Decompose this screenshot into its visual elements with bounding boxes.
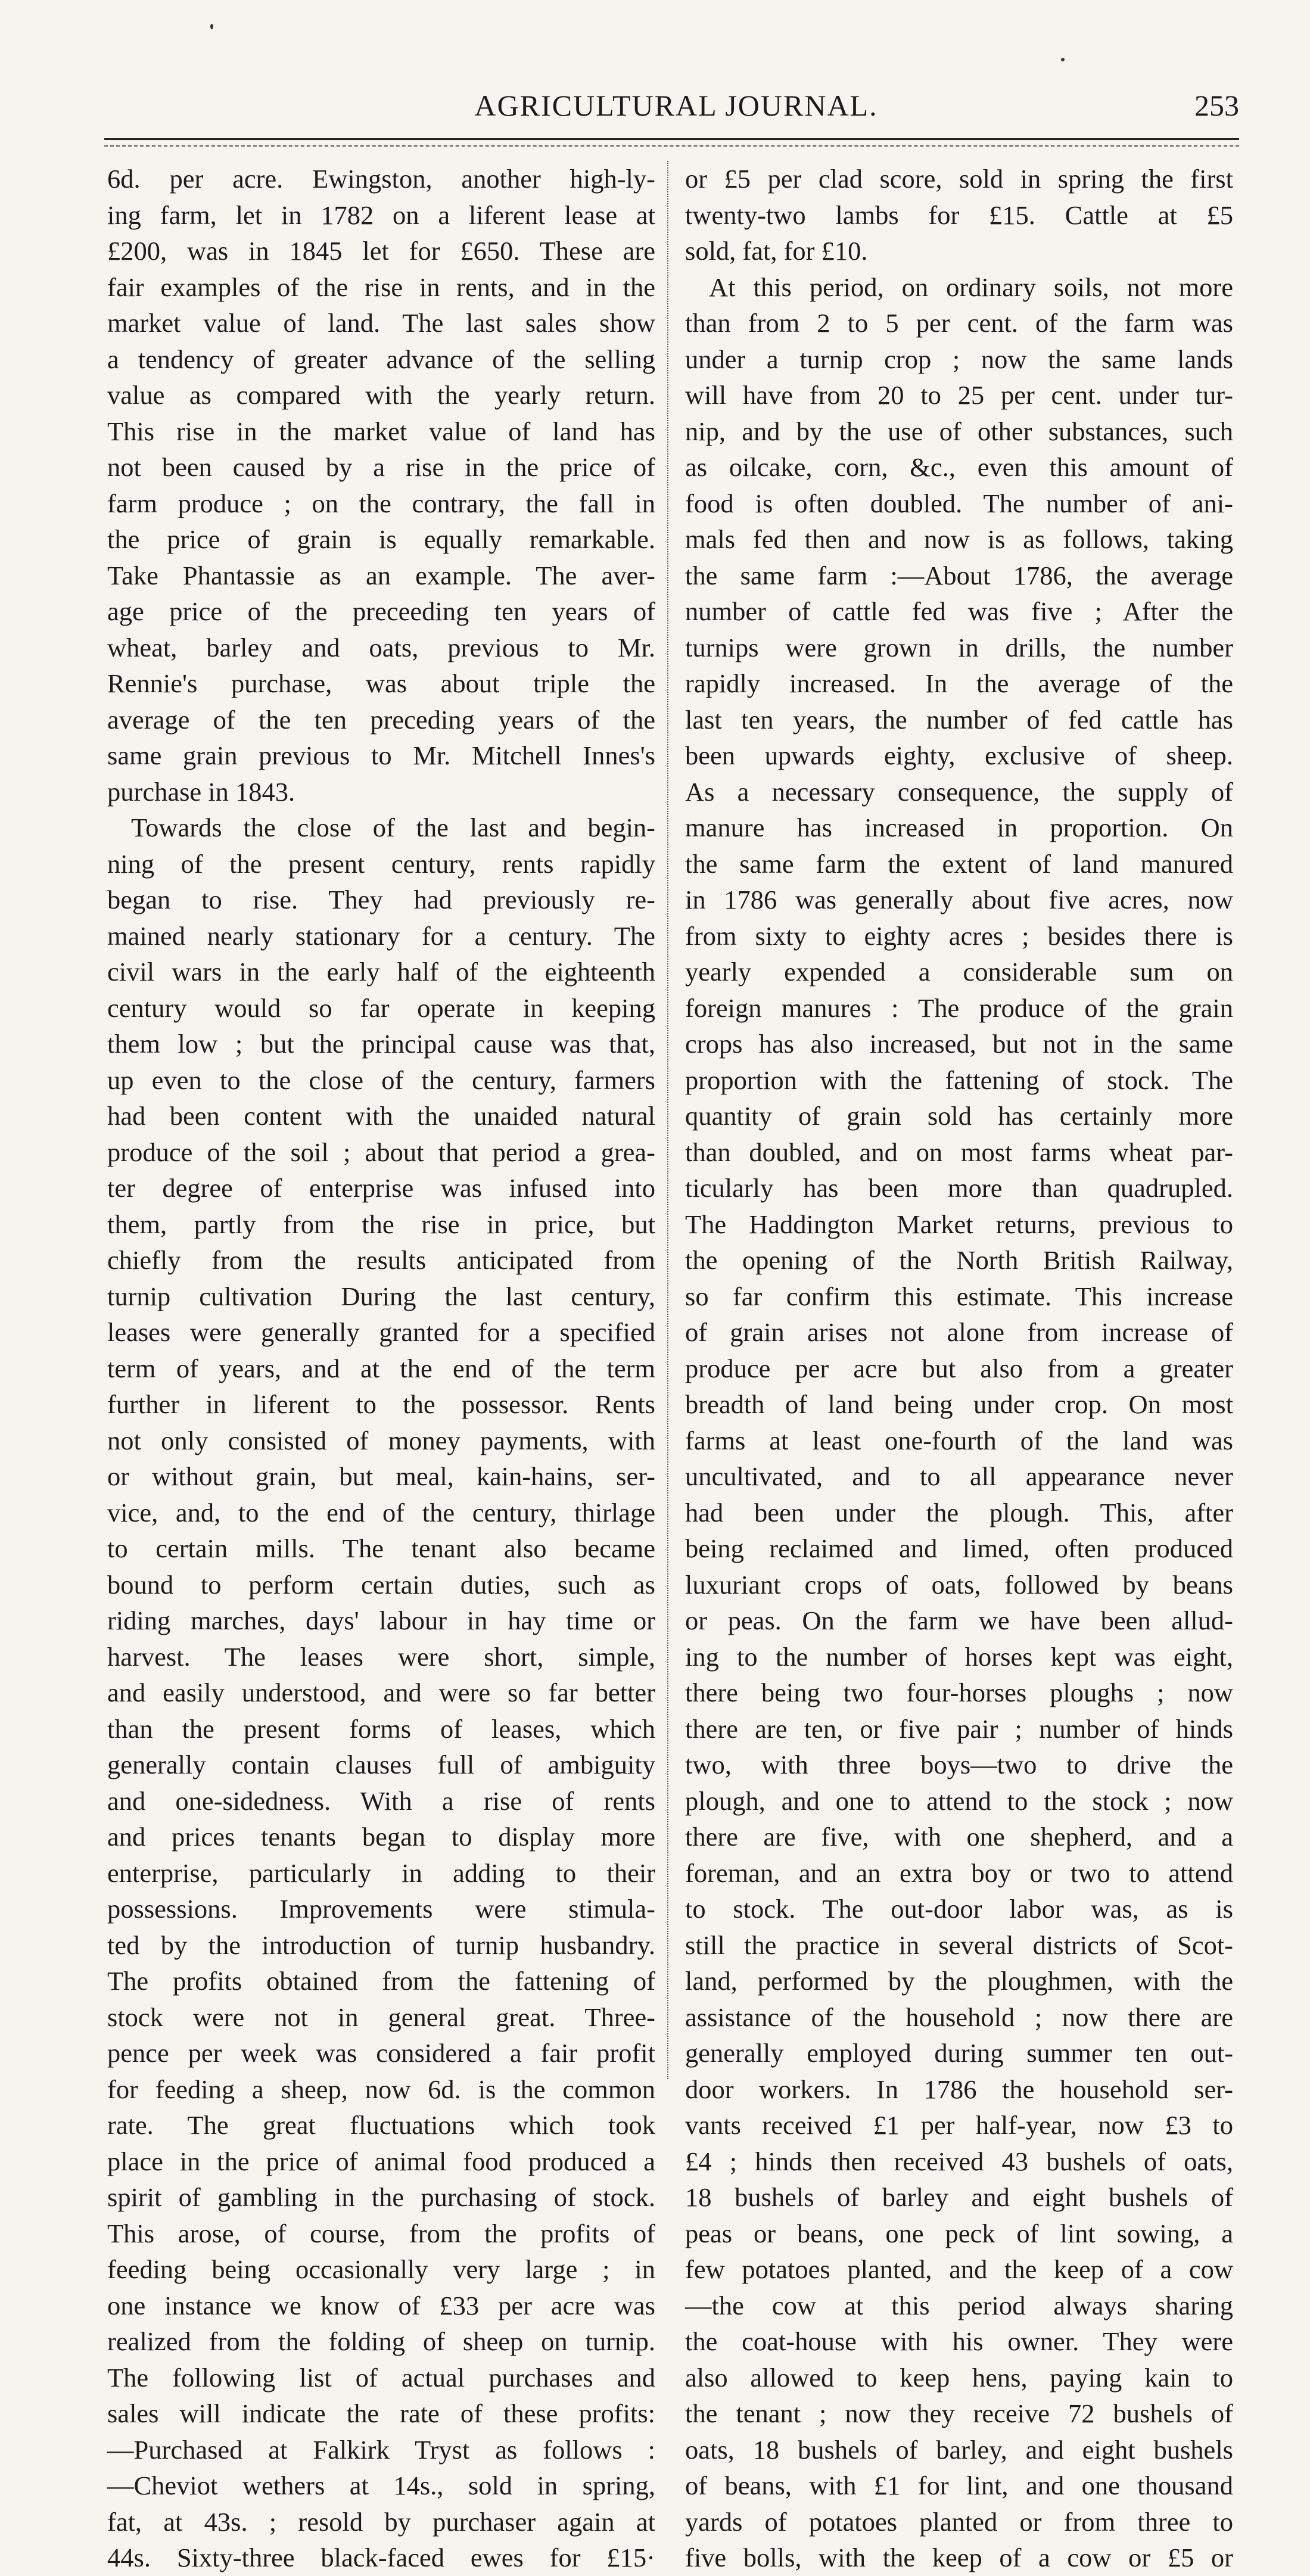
text-line: pence per week was considered a fair profit bbox=[107, 2038, 655, 2068]
page-header bbox=[95, 83, 1257, 131]
header-rule bbox=[104, 138, 1239, 140]
text-line: so far confirm this estimate. This increase bbox=[685, 1281, 1233, 1311]
text-line: or peas. On the farm we have been allud- bbox=[685, 1606, 1233, 1635]
text-line: —the cow at this period always sharing bbox=[685, 2290, 1233, 2320]
text-line: ning of the present century, rents rapidly bbox=[107, 848, 655, 879]
text-line: will have from 20 to 25 per cent. under tur- bbox=[685, 380, 1233, 410]
text-line: term of years, and at the end of the term bbox=[107, 1353, 655, 1383]
text-line: purchase in 1843. bbox=[107, 776, 295, 807]
text-line: market value of land. The last sales show bbox=[107, 308, 655, 338]
text-line: two, with three boys—two to drive the bbox=[685, 1750, 1233, 1779]
column-divider bbox=[667, 161, 668, 2079]
text-line: five bolls, with the keep of a cow or £5 or bbox=[685, 2543, 1233, 2572]
text-line: land, performed by the ploughmen, with the bbox=[685, 1966, 1233, 1996]
text-line: vants received £1 per half-year, now £3 to bbox=[685, 2110, 1233, 2140]
text-line: the same farm the extent of land manured bbox=[685, 848, 1233, 879]
text-line: the opening of the North British Railway, bbox=[685, 1245, 1233, 1275]
text-line: leases were generally granted for a specified bbox=[107, 1317, 655, 1347]
text-line: or without grain, but meal, kain-hains, ser- bbox=[107, 1461, 655, 1491]
text-line: produce of the soil ; about that period a grea- bbox=[107, 1137, 655, 1167]
text-line: £200, was in 1845 let for £650. These are bbox=[107, 236, 655, 266]
text-line: 44s. Sixty-three black-faced ewes for £15· bbox=[107, 2543, 655, 2572]
text-line: This arose, of course, from the profits of bbox=[107, 2218, 655, 2248]
text-line: up even to the close of the century, farmers bbox=[107, 1065, 655, 1095]
text-line: same grain previous to Mr. Mitchell Innes's bbox=[107, 741, 655, 770]
text-line: as oilcake, corn, &c., even this amount of bbox=[685, 452, 1233, 482]
text-line: value as compared with the yearly return. bbox=[107, 380, 655, 410]
text-line: The profits obtained from the fattening of bbox=[107, 1966, 655, 1996]
text-line: number of cattle fed was five ; After the bbox=[685, 596, 1233, 626]
text-line: mals fed then and now is as follows, taking bbox=[685, 524, 1233, 554]
text-line: than the present forms of leases, which bbox=[107, 1713, 655, 1744]
ink-speck bbox=[210, 24, 213, 29]
text-line: there being two four-horses ploughs ; now bbox=[685, 1678, 1233, 1707]
text-line: mained nearly stationary for a century. The bbox=[107, 920, 655, 951]
text-line: ing to the number of horses kept was eight, bbox=[685, 1641, 1233, 1672]
text-line: manure has increased in proportion. On bbox=[685, 813, 1233, 842]
text-line: At this period, on ordinary soils, not more bbox=[709, 272, 1233, 302]
text-line: there are five, with one shepherd, and a bbox=[685, 1822, 1233, 1852]
text-line: than doubled, and on most farms wheat par- bbox=[685, 1137, 1233, 1167]
text-line: them low ; but the principal cause was that, bbox=[107, 1029, 655, 1059]
text-line: produce per acre but also from a greater bbox=[685, 1353, 1233, 1383]
text-line: harvest. The leases were short, simple, bbox=[107, 1641, 655, 1672]
text-line: than from 2 to 5 per cent. of the farm was bbox=[685, 308, 1233, 338]
text-line: generally contain clauses full of ambiguity bbox=[107, 1750, 655, 1779]
text-line: the tenant ; now they receive 72 bushels of bbox=[685, 2398, 1233, 2428]
text-line: there are ten, or five pair ; number of hinds bbox=[685, 1713, 1233, 1744]
text-line: assistance of the household ; now there are bbox=[685, 2002, 1233, 2032]
text-line: Take Phantassie as an example. The aver- bbox=[107, 560, 655, 590]
text-line: also allowed to keep hens, paying kain to bbox=[685, 2362, 1233, 2393]
text-line: foreman, and an extra boy or two to attend bbox=[685, 1858, 1233, 1888]
text-line: had been content with the unaided natural bbox=[107, 1101, 655, 1131]
text-line: —Cheviot wethers at 14s., sold in spring, bbox=[107, 2471, 655, 2500]
text-line: still the practice in several districts of Scot- bbox=[685, 1930, 1233, 1960]
text-line: been upwards eighty, exclusive of sheep. bbox=[685, 741, 1233, 770]
text-line: or £5 per clad score, sold in spring the first bbox=[685, 164, 1233, 194]
text-line: had been under the plough. This, after bbox=[685, 1497, 1233, 1527]
text-line: them, partly from the rise in price, but bbox=[107, 1209, 655, 1239]
text-line: not been caused by a rise in the price of bbox=[107, 452, 655, 482]
text-line: rate. The great fluctuations which took bbox=[107, 2110, 655, 2140]
text-line: ing farm, let in 1782 on a liferent lease at bbox=[107, 200, 655, 230]
text-line: —Purchased at Falkirk Tryst as follows : bbox=[107, 2434, 655, 2465]
text-line: and one-sidedness. With a rise of rents bbox=[107, 1785, 655, 1816]
text-line: This rise in the market value of land has bbox=[107, 416, 655, 446]
text-line: generally employed during summer ten out- bbox=[685, 2038, 1233, 2068]
text-line: yards of potatoes planted or from three to bbox=[685, 2506, 1233, 2537]
text-line: farms at least one-fourth of the land was bbox=[685, 1425, 1233, 1455]
text-line: proportion with the fattening of stock. The bbox=[685, 1065, 1233, 1095]
text-line: The following list of actual purchases and bbox=[107, 2362, 655, 2393]
text-line: in 1786 was generally about five acres, now bbox=[685, 885, 1233, 914]
text-line: plough, and one to attend to the stock ; now bbox=[685, 1785, 1233, 1816]
text-line: 18 bushels of barley and eight bushels of bbox=[685, 2182, 1233, 2212]
text-line: 6d. per acre. Ewingston, another high-ly- bbox=[107, 164, 655, 194]
text-line: to certain mills. The tenant also became bbox=[107, 1533, 655, 1563]
text-line: few potatoes planted, and the keep of a cow bbox=[685, 2254, 1233, 2284]
text-line: stock were not in general great. Three- bbox=[107, 2002, 655, 2032]
text-line: one instance we know of £33 per acre was bbox=[107, 2290, 655, 2320]
text-line: feeding being occasionally very large ; in bbox=[107, 2254, 655, 2284]
running-title: AGRICULTURAL JOURNAL. bbox=[474, 89, 878, 122]
right-column bbox=[685, 161, 1233, 2572]
text-line: foreign manures : The produce of the grain bbox=[685, 993, 1233, 1023]
text-line: ted by the introduction of turnip husbandry. bbox=[107, 1930, 655, 1960]
text-line: average of the ten preceding years of the bbox=[107, 704, 655, 735]
text-line: bound to perform certain duties, such as bbox=[107, 1569, 655, 1600]
text-line: enterprise, particularly in adding to their bbox=[107, 1858, 655, 1888]
text-line: quantity of grain sold has certainly more bbox=[685, 1101, 1233, 1131]
text-line: crops has also increased, but not in the same bbox=[685, 1029, 1233, 1059]
text-line: the price of grain is equally remarkable. bbox=[107, 524, 655, 554]
text-line: nip, and by the use of other substances, such bbox=[685, 416, 1233, 446]
text-line: luxuriant crops of oats, followed by beans bbox=[685, 1569, 1233, 1600]
text-line: civil wars in the early half of the eighteenth bbox=[107, 957, 655, 987]
text-line: fair examples of the rise in rents, and in the bbox=[107, 272, 655, 302]
text-line: peas or beans, one peck of lint sowing, a bbox=[685, 2218, 1233, 2248]
page-number: 253 bbox=[1194, 89, 1239, 122]
text-line: wheat, barley and oats, previous to Mr. bbox=[107, 632, 655, 662]
text-line: sold, fat, for £10. bbox=[685, 236, 868, 266]
text-line: further in liferent to the possessor. Rents bbox=[107, 1389, 655, 1419]
text-line: uncultivated, and to all appearance never bbox=[685, 1461, 1233, 1491]
text-line: century would so far operate in keeping bbox=[107, 993, 655, 1023]
text-line: fat, at 43s. ; resold by purchaser again at bbox=[107, 2506, 655, 2537]
text-line: rapidly increased. In the average of the bbox=[685, 668, 1233, 698]
text-line: yearly expended a considerable sum on bbox=[685, 957, 1233, 987]
text-line: turnip cultivation During the last century, bbox=[107, 1281, 655, 1311]
text-line: Rennie's purchase, was about triple the bbox=[107, 668, 655, 698]
text-line: a tendency of greater advance of the selling bbox=[107, 344, 655, 374]
text-line: breadth of land being under crop. On most bbox=[685, 1389, 1233, 1419]
text-line: The Haddington Market returns, previous to bbox=[685, 1209, 1233, 1239]
text-line: of grain arises not alone from increase of bbox=[685, 1317, 1233, 1347]
left-column bbox=[107, 161, 655, 2572]
text-line: and easily understood, and were so far better bbox=[107, 1678, 655, 1707]
text-line: Towards the close of the last and begin- bbox=[131, 813, 655, 842]
text-line: of beans, with £1 for lint, and one thousand bbox=[685, 2471, 1233, 2500]
text-line: age price of the preceeding ten years of bbox=[107, 596, 655, 626]
text-line: the same farm :—About 1786, the average bbox=[685, 560, 1233, 590]
text-line: and prices tenants began to display more bbox=[107, 1822, 655, 1852]
text-line: oats, 18 bushels of barley, and eight bushels bbox=[685, 2434, 1233, 2465]
text-line: door workers. In 1786 the household ser- bbox=[685, 2074, 1233, 2104]
text-line: vice, and, to the end of the century, thirlage bbox=[107, 1497, 655, 1527]
text-line: under a turnip crop ; now the same lands bbox=[685, 344, 1233, 374]
text-line: place in the price of animal food produced a bbox=[107, 2146, 655, 2176]
text-line: not only consisted of money payments, with bbox=[107, 1425, 655, 1455]
text-line: riding marches, days' labour in hay time or bbox=[107, 1606, 655, 1635]
text-line: food is often doubled. The number of ani- bbox=[685, 488, 1233, 518]
text-line: turnips were grown in drills, the number bbox=[685, 632, 1233, 662]
text-line: being reclaimed and limed, often produced bbox=[685, 1533, 1233, 1563]
ink-speck bbox=[1061, 58, 1065, 61]
text-line: possessions. Improvements were stimula- bbox=[107, 1894, 655, 1924]
text-line: began to rise. They had previously re- bbox=[107, 885, 655, 914]
text-line: for feeding a sheep, now 6d. is the common bbox=[107, 2074, 655, 2104]
text-line: last ten years, the number of fed cattle has bbox=[685, 704, 1233, 735]
header-rule-dashed bbox=[104, 145, 1239, 147]
text-line: chiefly from the results anticipated from bbox=[107, 1245, 655, 1275]
text-line: ticularly has been more than quadrupled. bbox=[685, 1173, 1233, 1203]
text-line: farm produce ; on the contrary, the fall in bbox=[107, 488, 655, 518]
text-line: from sixty to eighty acres ; besides there is bbox=[685, 920, 1233, 951]
text-line: realized from the folding of sheep on turnip. bbox=[107, 2326, 655, 2356]
text-line: twenty-two lambs for £15. Cattle at £5 bbox=[685, 200, 1233, 230]
text-line: spirit of gambling in the purchasing of stock. bbox=[107, 2182, 655, 2212]
text-line: ter degree of enterprise was infused into bbox=[107, 1173, 655, 1203]
text-line: sales will indicate the rate of these profits: bbox=[107, 2398, 655, 2428]
text-line: the coat-house with his owner. They were bbox=[685, 2326, 1233, 2356]
text-line: £4 ; hinds then received 43 bushels of oats, bbox=[685, 2146, 1233, 2176]
text-line: to stock. The out-door labor was, as is bbox=[685, 1894, 1233, 1924]
text-line: As a necessary consequence, the supply of bbox=[685, 776, 1233, 807]
